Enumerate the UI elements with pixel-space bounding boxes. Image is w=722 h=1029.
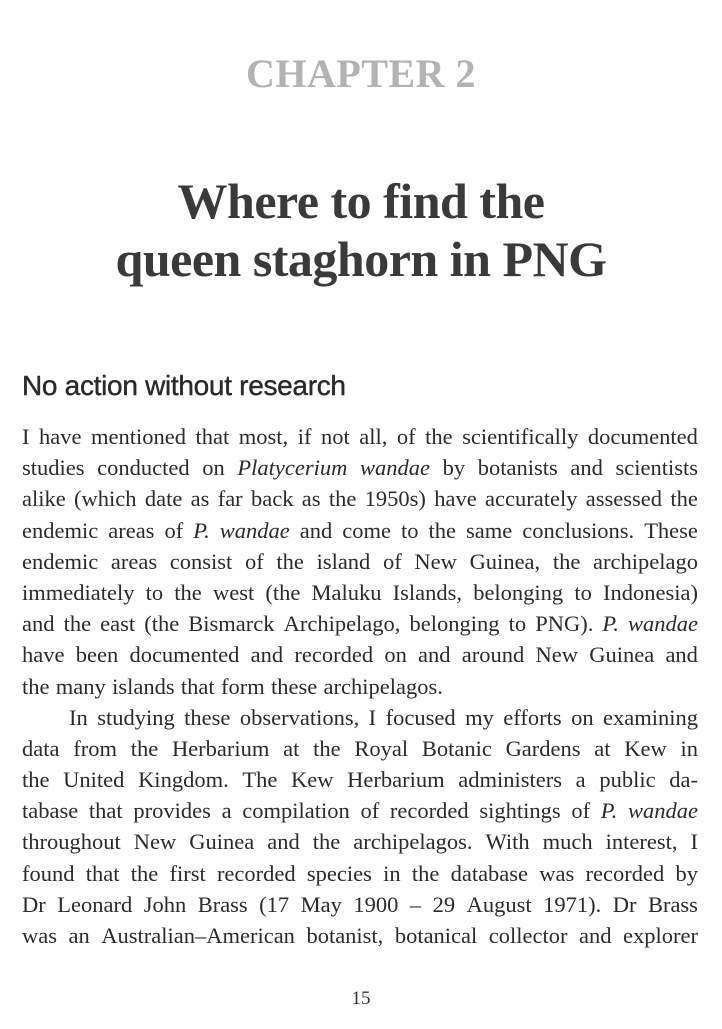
word: belonging	[473, 579, 564, 605]
word: The	[242, 767, 278, 793]
word: (which	[74, 486, 137, 512]
word: have	[434, 486, 477, 512]
word: areas	[110, 548, 158, 574]
word: that	[85, 860, 120, 886]
word: Guinea,	[469, 548, 541, 574]
word: 1950s)	[364, 486, 426, 512]
word: recorded	[389, 798, 469, 824]
word: on	[202, 455, 225, 481]
word: I	[368, 704, 377, 730]
word: of	[382, 548, 402, 574]
word: archipelagos.	[323, 673, 443, 699]
body-text	[22, 421, 698, 951]
word: to	[508, 611, 527, 637]
word: to	[574, 579, 592, 605]
word: the	[428, 517, 457, 543]
word: Gardens	[505, 735, 581, 761]
word: I	[22, 424, 30, 449]
word: botanical	[394, 923, 478, 948]
word: have	[22, 642, 65, 668]
word: endemic	[22, 548, 99, 574]
word: alike	[22, 486, 66, 512]
word: date	[144, 486, 183, 512]
word: focused	[385, 704, 456, 730]
word: Brass	[197, 891, 248, 917]
word: found	[22, 860, 75, 886]
word: 1971).	[543, 891, 602, 917]
word: areas	[108, 517, 155, 543]
word: of	[396, 424, 416, 449]
word: archipelagos.	[353, 829, 473, 855]
word: and	[299, 517, 333, 543]
word: mentioned	[91, 424, 186, 449]
word: at	[283, 735, 300, 761]
word: been	[75, 642, 119, 668]
word: recorded	[216, 860, 296, 886]
word: of	[164, 517, 184, 543]
word: that	[180, 673, 215, 699]
word: consist	[169, 548, 233, 574]
word: the	[22, 673, 50, 699]
word: database	[450, 860, 529, 886]
word: Royal	[354, 735, 409, 761]
word: from	[73, 735, 117, 761]
word: botanists	[477, 455, 558, 481]
word: to	[145, 579, 164, 605]
word: documented	[129, 642, 240, 668]
text-line	[22, 764, 698, 795]
word: the	[328, 486, 357, 512]
word: (17	[259, 891, 290, 917]
word: that	[88, 798, 123, 824]
word: on	[384, 642, 407, 668]
text-line	[22, 608, 698, 639]
word: Indonesia)	[603, 579, 698, 605]
word: the	[552, 548, 581, 574]
word: back	[251, 486, 294, 512]
text-line	[22, 889, 698, 920]
word: documented	[587, 424, 698, 449]
word: these	[271, 673, 318, 699]
paragraph	[22, 702, 698, 952]
word: Kew	[624, 735, 667, 761]
word: the	[22, 767, 50, 793]
word: a	[221, 798, 232, 824]
word: have	[39, 424, 82, 449]
text-line	[22, 515, 698, 546]
word: the	[425, 424, 453, 449]
word: data	[22, 735, 60, 761]
word: to	[401, 517, 419, 543]
text-line	[22, 671, 698, 702]
text-line	[22, 795, 698, 826]
italic-word: wandae	[627, 798, 698, 824]
word: the	[313, 735, 341, 761]
word: Dr	[22, 891, 46, 917]
chapter-title-line-1: Where to find the	[177, 173, 545, 229]
word: Bismarck	[188, 611, 275, 637]
paragraph	[22, 421, 698, 702]
word: these	[184, 704, 231, 730]
word: come	[342, 517, 391, 543]
text-line	[22, 421, 698, 452]
word: was	[22, 923, 57, 948]
word: examining	[603, 704, 698, 730]
word: was	[539, 860, 575, 886]
word: Botanic	[421, 735, 492, 761]
word: the	[130, 860, 159, 886]
word: the	[63, 611, 92, 637]
word: of	[360, 798, 380, 824]
word: studies	[22, 455, 85, 481]
word: in	[680, 735, 698, 761]
word: conclusions.	[522, 517, 635, 543]
word: the	[312, 829, 341, 855]
italic-word: wandae	[359, 455, 430, 481]
word: John	[143, 891, 187, 917]
word: the	[670, 486, 698, 512]
italic-word: Platycerium	[237, 455, 348, 481]
word: United	[63, 767, 125, 793]
word: species	[306, 860, 372, 886]
word: August	[466, 891, 532, 917]
section-heading: No action without research	[22, 370, 346, 401]
word: a	[575, 767, 586, 793]
chapter-title	[0, 172, 722, 288]
word: public	[599, 767, 656, 793]
word: the	[276, 548, 304, 574]
word: –	[409, 891, 422, 917]
word: Archipelago,	[283, 611, 401, 637]
word: far	[217, 486, 243, 512]
word: conducted	[97, 455, 190, 481]
word: much	[542, 829, 593, 855]
word: administers	[458, 767, 562, 793]
word: around	[461, 642, 525, 668]
word: Leonard	[57, 891, 133, 917]
word: of	[571, 798, 591, 824]
word: Islands,	[392, 579, 463, 605]
word: New	[535, 642, 578, 668]
text-line	[22, 452, 698, 483]
word: throughout	[22, 829, 121, 855]
word: endemic	[22, 517, 99, 543]
word: In	[69, 704, 88, 730]
word: island	[316, 548, 371, 574]
word: May	[300, 891, 342, 917]
italic-word: wandae	[627, 611, 698, 637]
word: Kingdom.	[138, 767, 229, 793]
word: the	[174, 579, 202, 605]
word: botanist,	[306, 923, 384, 948]
text-line	[22, 702, 698, 733]
word: These	[644, 517, 698, 543]
page-number: 15	[351, 988, 371, 1009]
italic-word: wandae	[219, 517, 290, 543]
text-line	[22, 920, 698, 951]
chapter-label: CHAPTER 2	[245, 51, 477, 96]
word: same	[466, 517, 513, 543]
word: studying	[97, 704, 175, 730]
word: and	[22, 611, 55, 637]
word: scientifically	[462, 424, 579, 449]
word: the	[130, 735, 159, 761]
word: belonging	[409, 611, 500, 637]
word: west	[212, 579, 255, 605]
word: archipelago	[593, 548, 698, 574]
word: recorded	[585, 860, 665, 886]
word: I	[690, 829, 698, 855]
word: tabase	[22, 798, 79, 824]
word: accurately	[485, 486, 578, 512]
word: and	[665, 642, 698, 668]
word: at	[594, 735, 611, 761]
word: interest,	[605, 829, 678, 855]
word: 1900	[353, 891, 399, 917]
italic-word: P.	[602, 611, 619, 637]
word: (the	[144, 611, 180, 637]
word: Guinea	[189, 829, 255, 855]
word: 29	[432, 891, 456, 917]
word: Herbarium	[171, 735, 270, 761]
word: scientists	[615, 455, 698, 481]
word: as	[301, 486, 321, 512]
word: by	[442, 455, 466, 481]
word: explorer	[623, 923, 698, 948]
word: observations,	[239, 704, 360, 730]
word: recorded	[294, 642, 374, 668]
word: on	[571, 704, 594, 730]
word: New	[133, 829, 177, 855]
word: the	[411, 860, 440, 886]
word: that	[195, 424, 230, 449]
word: and	[250, 642, 284, 668]
word: Herbarium	[347, 767, 445, 793]
word: Maluku	[311, 579, 382, 605]
word: not	[320, 424, 350, 449]
word: if	[297, 424, 312, 449]
word: my	[465, 704, 494, 730]
word: compilation	[242, 798, 350, 824]
word: immediately	[22, 579, 135, 605]
word: efforts	[503, 704, 562, 730]
word: Australian–American	[101, 923, 295, 948]
word: and	[418, 642, 451, 668]
word: form	[220, 673, 265, 699]
word: Brass	[647, 891, 698, 917]
word: (the	[265, 579, 301, 605]
word: sightings	[479, 798, 561, 824]
italic-word: P.	[600, 798, 618, 824]
word: east	[100, 611, 136, 637]
chapter-title-line-2: queen staghorn in PNG	[115, 231, 607, 287]
word: most,	[238, 424, 289, 449]
word: and	[267, 829, 300, 855]
text-line	[22, 577, 698, 608]
word: PNG).	[535, 611, 594, 637]
text-line	[22, 733, 698, 764]
word: Guinea	[589, 642, 655, 668]
text-line	[22, 639, 698, 670]
word: collector	[488, 923, 568, 948]
word: first	[169, 860, 206, 886]
word: all,	[359, 424, 388, 449]
word: Kew	[291, 767, 334, 793]
word: Dr	[612, 891, 637, 917]
text-line	[22, 546, 698, 577]
word: islands	[112, 673, 175, 699]
italic-word: P.	[193, 517, 210, 543]
text-line	[22, 858, 698, 889]
word: an	[68, 923, 90, 948]
word: in	[383, 860, 401, 886]
word: of	[244, 548, 264, 574]
word: New	[414, 548, 457, 574]
word: and	[570, 455, 603, 481]
word: da-	[669, 767, 698, 793]
word: as	[190, 486, 210, 512]
text-line	[22, 826, 698, 857]
word: assessed	[585, 486, 663, 512]
word: by	[675, 860, 698, 886]
word: provides	[133, 798, 211, 824]
word: and	[579, 923, 612, 948]
text-line	[22, 483, 698, 514]
word: With	[485, 829, 530, 855]
word: many	[55, 673, 106, 699]
